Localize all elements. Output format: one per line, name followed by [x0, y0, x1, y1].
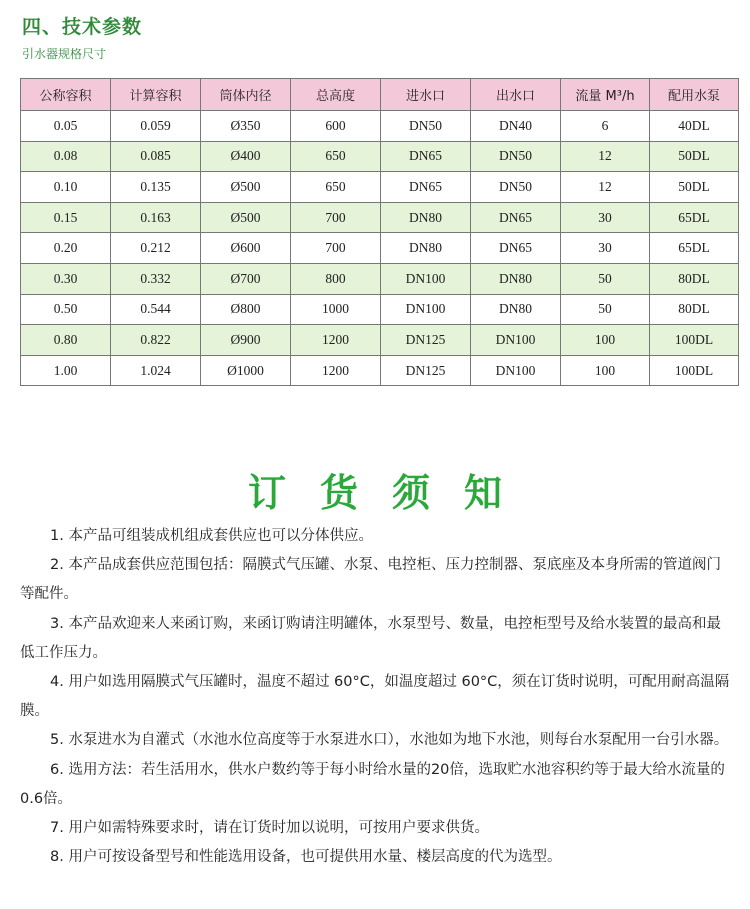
- table-cell: 0.20: [21, 233, 111, 264]
- table-cell: 1.00: [21, 355, 111, 386]
- table-cell: DN80: [381, 202, 471, 233]
- table-cell: Ø350: [201, 111, 291, 142]
- table-cell: 1.024: [111, 355, 201, 386]
- table-row: [21, 202, 739, 233]
- table-cell: 100DL: [650, 325, 739, 356]
- table-cell: DN125: [381, 325, 471, 356]
- order-notes: [20, 522, 732, 872]
- table-cell: 700: [291, 202, 381, 233]
- table-cell: DN50: [471, 172, 561, 203]
- table-body: [21, 111, 739, 386]
- table-cell: 0.05: [21, 111, 111, 142]
- table-cell: Ø600: [201, 233, 291, 264]
- col-inlet: 进水口: [381, 79, 471, 111]
- table-cell: 30: [561, 202, 650, 233]
- table-cell: DN100: [471, 325, 561, 356]
- table-cell: 100: [561, 325, 650, 356]
- table-cell: 1200: [291, 325, 381, 356]
- section-title: 四、技术参数: [22, 16, 143, 38]
- table-cell: 0.30: [21, 263, 111, 294]
- col-inner-diameter: 筒体内径: [201, 79, 291, 111]
- table-cell: 50DL: [650, 172, 739, 203]
- table-cell: DN65: [471, 233, 561, 264]
- table-row: [21, 355, 739, 386]
- col-pump: 配用水泵: [650, 79, 739, 111]
- table-row: [21, 111, 739, 142]
- table-cell: 0.822: [111, 325, 201, 356]
- table-cell: DN50: [381, 111, 471, 142]
- table-cell: Ø400: [201, 141, 291, 172]
- table-cell: Ø700: [201, 263, 291, 294]
- table-cell: 650: [291, 141, 381, 172]
- table-cell: 0.163: [111, 202, 201, 233]
- table-cell: 800: [291, 263, 381, 294]
- table-cell: 0.135: [111, 172, 201, 203]
- table-cell: 65DL: [650, 233, 739, 264]
- table-cell: 50DL: [650, 141, 739, 172]
- table-cell: DN100: [381, 294, 471, 325]
- table-cell: 12: [561, 141, 650, 172]
- table-cell: DN80: [471, 263, 561, 294]
- table-cell: DN80: [471, 294, 561, 325]
- note-item: 2. 本产品成套供应范围包括：隔膜式气压罐、水泵、电控柜、压力控制器、泵底座及本身所需的管道阀门等配件。: [20, 557, 721, 603]
- note-item: 1. 本产品可组装成机组成套供应也可以分体供应。: [50, 528, 373, 544]
- table-cell: 0.085: [111, 141, 201, 172]
- section-subtitle: 引水器规格尺寸: [22, 47, 107, 61]
- table-cell: 700: [291, 233, 381, 264]
- note-item: 5. 水泵进水为自灌式（水池水位高度等于水泵进水口），水池如为地下水池，则每台水泵配用一台引水器。: [50, 732, 729, 749]
- note-item: 7. 用户如需特殊要求时，请在订货时加以说明，可按用户要求供货。: [50, 820, 489, 837]
- spec-table: [20, 78, 739, 386]
- table-cell: 0.15: [21, 202, 111, 233]
- table-cell: 600: [291, 111, 381, 142]
- table-cell: DN40: [471, 111, 561, 142]
- table-cell: 0.059: [111, 111, 201, 142]
- table-cell: 40DL: [650, 111, 739, 142]
- order-title: 订货须知: [247, 471, 536, 515]
- table-cell: Ø900: [201, 325, 291, 356]
- table-cell: 0.544: [111, 294, 201, 325]
- table-row: [21, 141, 739, 172]
- table-cell: 0.212: [111, 233, 201, 264]
- table-cell: DN65: [381, 141, 471, 172]
- table-row: [21, 172, 739, 203]
- note-item: 8. 用户可按设备型号和性能选用设备，也可提供用水量、楼层高度的代为选型。: [50, 849, 562, 866]
- table-cell: 0.08: [21, 141, 111, 172]
- table-cell: 0.80: [21, 325, 111, 356]
- col-calc-volume: 计算容积: [111, 79, 201, 111]
- table-cell: 1000: [291, 294, 381, 325]
- table-row: [21, 294, 739, 325]
- table-cell: 65DL: [650, 202, 739, 233]
- table-cell: 100: [561, 355, 650, 386]
- table-cell: 30: [561, 233, 650, 264]
- table-row: [21, 233, 739, 264]
- col-nominal-volume: 公称容积: [21, 79, 111, 111]
- table-cell: Ø800: [201, 294, 291, 325]
- table-cell: Ø500: [201, 172, 291, 203]
- table-cell: 50: [561, 263, 650, 294]
- table-cell: 6: [561, 111, 650, 142]
- note-item: 3. 本产品欢迎来人来函订购，来函订购请注明罐体，水泵型号、数量，电控柜型号及给水装置的最高和最低工作压力。: [20, 615, 721, 661]
- table-cell: DN100: [381, 263, 471, 294]
- table-cell: DN100: [471, 355, 561, 386]
- col-outlet: 出水口: [471, 79, 561, 111]
- col-total-height: 总高度: [291, 79, 381, 111]
- table-cell: DN50: [471, 141, 561, 172]
- table-cell: 12: [561, 172, 650, 203]
- table-cell: DN65: [471, 202, 561, 233]
- note-item: 4. 用户如选用隔膜式气压罐时，温度不超过 60°C，如温度超过 60°C，须在订货时说明，可配用耐高温隔膜。: [20, 674, 730, 720]
- table-cell: 50: [561, 294, 650, 325]
- table-cell: DN125: [381, 355, 471, 386]
- table-cell: 80DL: [650, 263, 739, 294]
- table-cell: 650: [291, 172, 381, 203]
- table-cell: 0.332: [111, 263, 201, 294]
- table-cell: DN65: [381, 172, 471, 203]
- table-cell: Ø1000: [201, 355, 291, 386]
- table-cell: DN80: [381, 233, 471, 264]
- note-item: 6. 选用方法：若生活用水，供水户数约等于每小时给水量的20倍，选取贮水池容积约等于最大给水流量的0.6倍。: [20, 761, 725, 807]
- table-cell: 100DL: [650, 355, 739, 386]
- table-cell: 1200: [291, 355, 381, 386]
- table-header-row: [21, 79, 739, 111]
- col-flow: 流量 M³/h: [561, 79, 650, 111]
- table-cell: 80DL: [650, 294, 739, 325]
- table-row: [21, 325, 739, 356]
- table-cell: Ø500: [201, 202, 291, 233]
- table-row: [21, 263, 739, 294]
- table-cell: 0.50: [21, 294, 111, 325]
- table-cell: 0.10: [21, 172, 111, 203]
